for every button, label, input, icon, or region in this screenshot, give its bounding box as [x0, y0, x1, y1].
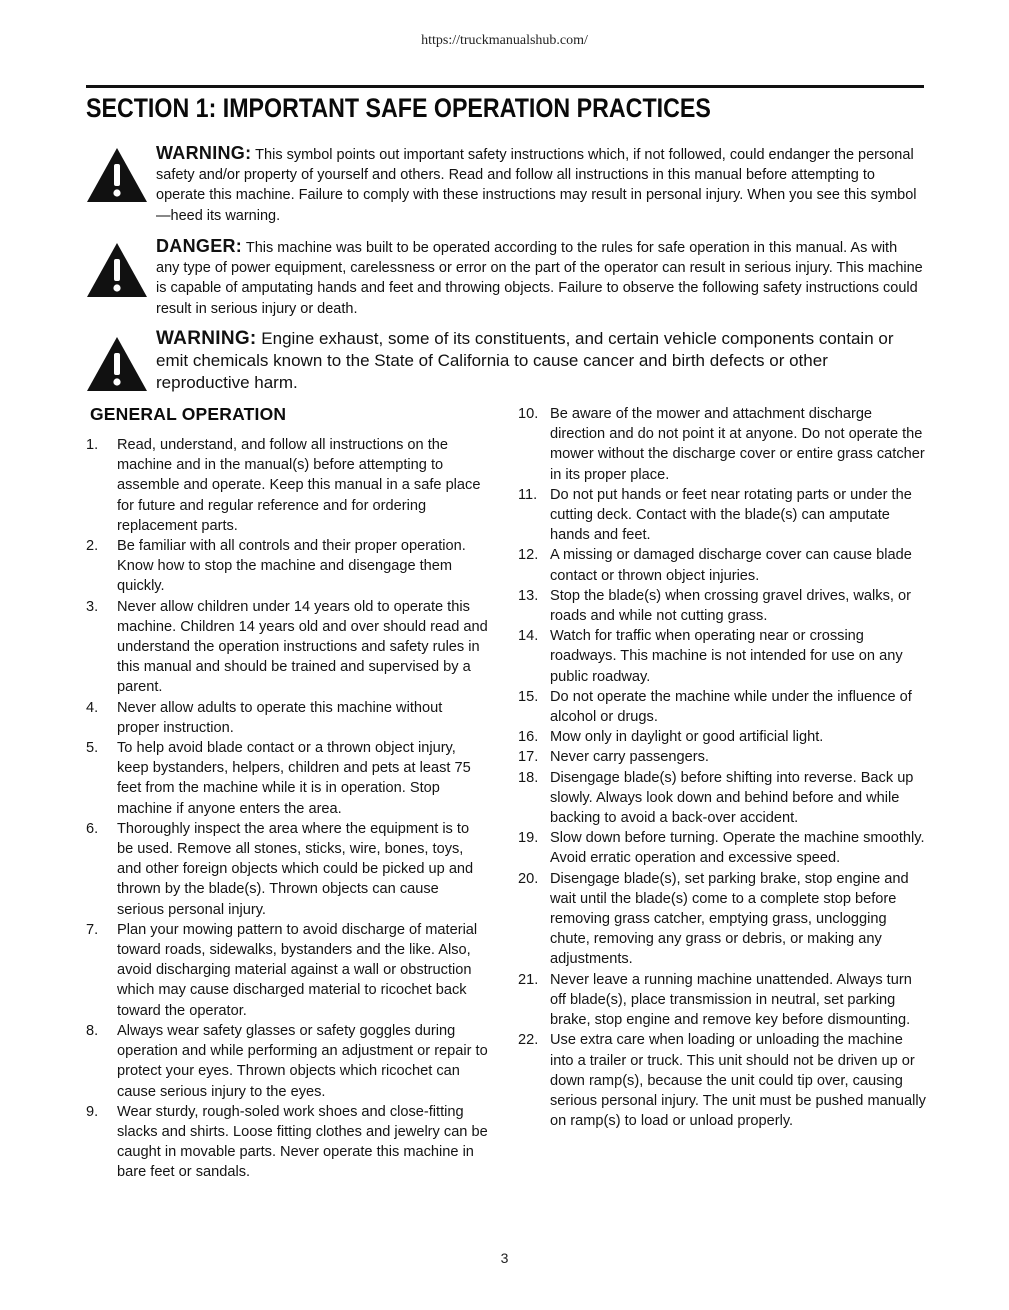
list-item-text: Disengage blade(s) before shifting into reverse. Back up slowly. Always look down and behind before and while backing to avoid a back-over accident.: [550, 769, 914, 827]
list-item: [518, 1030, 926, 1131]
list-item-number: 4.: [86, 699, 99, 716]
list-item-text: To help avoid blade contact or a thrown object injury, keep bystanders, helpers, children and pets at least 75 feet from the machine while it is in operation. Stop machine if anyone enters the area.: [117, 740, 471, 817]
list-item-number: 22.: [518, 1032, 539, 1049]
list-item-number: 21.: [518, 971, 539, 988]
list-item-text: Do not put hands or feet near rotating parts or under the cutting deck. Contact with the blade(s) can amputate hands and feet.: [550, 486, 912, 544]
list-item-text: Wear sturdy, rough-soled work shoes and close-fitting slacks and shirts. Loose fitting clothes and jewelry can be caught in movable parts. Never operate this machine in bare feet or sandals.: [117, 1103, 488, 1181]
list-item-number: 11.: [518, 486, 538, 503]
list-item-text: Use extra care when loading or unloading the machine into a trailer or truck. This unit should not be driven up or down ramp(s), because the unit could tip over, causing serious personal injury. The unit must be pushed manually on ramp(s) to load or unload properly.: [550, 1032, 926, 1130]
list-item: [518, 747, 926, 767]
list-item-number: 20.: [518, 870, 539, 887]
list-item-text: Read, understand, and follow all instructions on the machine and in the manual(s) before attempting to assemble and operate. Keep this manual in a safe place for future and regular reference and for ordering replacement parts.: [117, 437, 481, 534]
list-item-number: 15.: [518, 688, 539, 705]
list-item-number: 12.: [518, 547, 539, 564]
list-item: [518, 869, 926, 970]
list-item: [518, 768, 926, 829]
list-item-text: Disengage blade(s), set parking brake, stop engine and wait until the blade(s) come to a complete stop before removing grass catcher, emptying grass, unclogging chute, removing any grass or debris, or making any adjustments.: [550, 870, 909, 968]
list-item-text: Stop the blade(s) when crossing gravel drives, walks, or roads and while not cutting grass.: [550, 587, 911, 625]
list-item-number: 14.: [518, 628, 539, 645]
list-item: [518, 545, 926, 585]
source-url: https://truckmanualshub.com/: [421, 33, 588, 48]
list-item-number: 17.: [518, 749, 539, 766]
list-item: [86, 698, 488, 738]
list-item: [86, 1102, 488, 1183]
general-operation-left-column: [86, 404, 488, 1183]
list-item-text: Watch for traffic when operating near or crossing roadways. This machine is not intended for use on any public roadway.: [550, 628, 903, 685]
list-item: [518, 687, 926, 727]
list-item-text: Be aware of the mower and attachment discharge direction and do not point it at anyone. Do not operate the mower without the discharge cover or entire grass catcher in its proper place.: [550, 406, 925, 483]
list-item-number: 2.: [86, 538, 99, 555]
list-item: [518, 626, 926, 687]
notice-text: This machine was built to be operated according to the rules for safe operation in this manual. As with any type of power equipment, carelessness or error on the part of the operator can result in serious injury. This machine is capable of amputating hands and feet and throwing objects. Failure to observe the following safety instructions could result in serious injury or death.: [156, 240, 923, 317]
list-item: [86, 536, 488, 597]
list-item-number: 16.: [518, 729, 539, 746]
list-item: [86, 1021, 488, 1102]
list-item-number: 6.: [86, 820, 99, 837]
warning-triangle-icon: [86, 147, 148, 203]
list-item-number: 1.: [86, 437, 99, 453]
list-item-text: Never allow children under 14 years old to operate this machine. Children 14 years old and over should read and understand the operation instructions and safety rules in this manual and should be trained and supervised by a parent.: [117, 598, 488, 696]
list-item: [86, 435, 488, 536]
list-item-text: Never allow adults to operate this machine without proper instruction.: [117, 699, 443, 736]
list-item: [86, 597, 488, 698]
notice-keyword: WARNING:: [156, 328, 257, 349]
list-item-text: Be familiar with all controls and their proper operation. Know how to stop the machine and disengage them quickly.: [117, 538, 466, 595]
list-item-text: A missing or damaged discharge cover can cause blade contact or thrown object injuries.: [550, 547, 912, 584]
section-title: SECTION 1: IMPORTANT SAFE OPERATION PRACTICES: [86, 93, 711, 123]
list-item: [86, 819, 488, 920]
rules-list-right: [518, 404, 926, 1131]
notice-text: This symbol points out important safety instructions which, if not followed, could endanger the personal safety and/or property of yourself and others. Read and follow all instructions in this manual before attempting to operate this machine. Failure to comply with these instructions may result in personal injury. When you see this symbol—heed its warning.: [156, 147, 917, 224]
page-number: 3: [500, 1250, 509, 1266]
list-item: [518, 404, 926, 485]
notice-keyword: WARNING:: [156, 143, 252, 163]
warning-triangle-icon: [86, 242, 148, 298]
list-item-text: Never carry passengers.: [550, 749, 709, 766]
list-item: [518, 727, 926, 747]
list-item-number: 3.: [86, 598, 99, 615]
list-item-text: Thoroughly inspect the area where the equipment is to be used. Remove all stones, sticks, wire, bones, toys, and other foreign objects which could be picked up and thrown by the blade(s). Thrown objects can cause serious personal injury.: [117, 820, 474, 918]
list-item: [518, 970, 926, 1031]
list-item: [86, 738, 488, 819]
list-item: [86, 920, 488, 1021]
warning-triangle-icon: [86, 336, 148, 392]
list-item: [518, 828, 926, 868]
list-item-number: 19.: [518, 830, 539, 847]
list-item-number: 9.: [86, 1103, 99, 1120]
list-item-text: Slow down before turning. Operate the machine smoothly. Avoid erratic operation and excessive speed.: [550, 830, 925, 867]
notice-text: Engine exhaust, some of its constituents, and certain vehicle components contain or emit chemicals known to the State of California to cause cancer and birth defects or other reproductive harm.: [156, 329, 894, 392]
rules-list-left: [86, 435, 488, 1183]
title-rule: [86, 85, 924, 88]
list-item-number: 5.: [86, 740, 99, 757]
list-item-number: 18.: [518, 769, 539, 786]
list-item-number: 13.: [518, 587, 539, 604]
list-item-text: Plan your mowing pattern to avoid discharge of material toward roads, sidewalks, bystanders and the like. Also, avoid discharging material against a wall or obstruction which may cause discharged material to ricochet back toward the operator.: [117, 921, 478, 1019]
list-item-number: 8.: [86, 1022, 99, 1039]
general-operation-right-column: [518, 404, 926, 1131]
list-item-text: Always wear safety glasses or safety goggles during operation and while performing an adjustment or repair to protect your eyes. Thrown objects which ricochet can cause serious injury to the eyes.: [117, 1022, 488, 1100]
list-item-text: Never leave a running machine unattended. Always turn off blade(s), place transmission in neutral, set parking brake, stop engine and remove key before dismounting.: [550, 971, 912, 1029]
list-item-text: Mow only in daylight or good artificial light.: [550, 729, 824, 746]
list-item: [518, 485, 926, 546]
list-item-number: 7.: [86, 921, 99, 938]
general-operation-heading: GENERAL OPERATION: [90, 404, 287, 424]
notice-keyword: DANGER:: [156, 236, 243, 256]
list-item-text: Do not operate the machine while under the influence of alcohol or drugs.: [550, 688, 912, 726]
list-item-number: 10.: [518, 406, 539, 422]
list-item: [518, 586, 926, 626]
